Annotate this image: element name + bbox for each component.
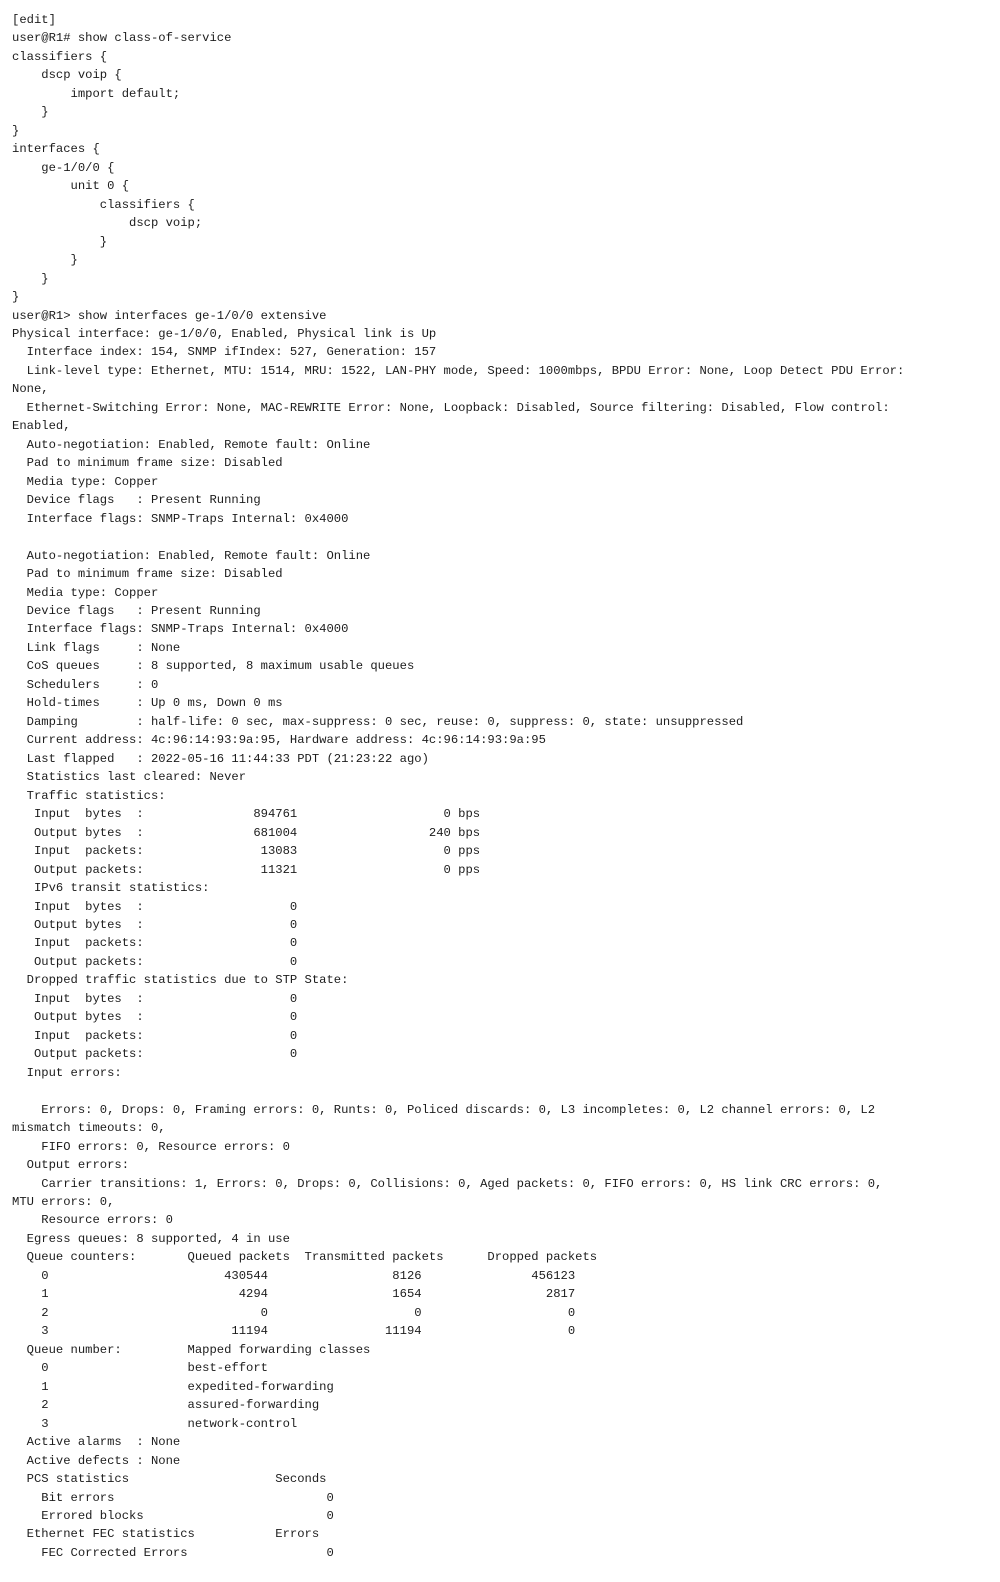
terminal-line: Input bytes : 894761 0 bps bbox=[12, 807, 481, 822]
terminal-line: Interface flags: SNMP-Traps Internal: 0x4000 bbox=[12, 622, 349, 637]
terminal-line: Last flapped : 2022-05-16 11:44:33 PDT (21:23:22 ago) bbox=[12, 751, 429, 766]
terminal-line: user@R1# show class-of-service bbox=[12, 31, 232, 46]
terminal-line: 3 network-control bbox=[12, 1416, 298, 1431]
terminal-line: Traffic statistics: bbox=[12, 788, 166, 803]
terminal-line: Pad to minimum frame size: Disabled bbox=[12, 567, 283, 582]
terminal-line: Input packets: 0 bbox=[12, 1028, 298, 1043]
terminal-line: 0 best-effort bbox=[12, 1361, 268, 1376]
terminal-line: } bbox=[12, 253, 78, 268]
terminal-line: unit 0 { bbox=[12, 179, 130, 194]
terminal-line: Device flags : Present Running bbox=[12, 493, 261, 508]
terminal-line: Output bytes : 0 bbox=[12, 917, 298, 932]
terminal-line: FIFO errors: 0, Resource errors: 0 bbox=[12, 1139, 290, 1154]
terminal-line: 2 assured-forwarding bbox=[12, 1398, 320, 1413]
terminal-line: Output errors: bbox=[12, 1158, 130, 1173]
terminal-line: Link-level type: Ethernet, MTU: 1514, MRU: 1522, LAN-PHY mode, Speed: 1000mbps, BPDU Error: None, Loop Detect PDU Error: bbox=[12, 363, 905, 378]
terminal-line: Input errors: bbox=[12, 1065, 122, 1080]
terminal-line: Bit errors 0 bbox=[12, 1490, 334, 1505]
terminal-line: [edit] bbox=[12, 13, 56, 27]
terminal-line: } bbox=[12, 123, 20, 138]
terminal-line: user@R1> show interfaces ge-1/0/0 extensive bbox=[12, 308, 327, 323]
terminal-line: 3 11194 11194 0 bbox=[12, 1324, 576, 1339]
terminal-output bbox=[12, 11, 992, 1562]
terminal-line: Physical interface: ge-1/0/0, Enabled, Physical link is Up bbox=[12, 326, 437, 341]
terminal-line: Active alarms : None bbox=[12, 1435, 181, 1450]
terminal-line: classifiers { bbox=[12, 49, 108, 64]
terminal-line: Egress queues: 8 supported, 4 in use bbox=[12, 1231, 290, 1246]
terminal-line: 2 0 0 0 bbox=[12, 1305, 576, 1320]
terminal-line: } bbox=[12, 234, 108, 249]
terminal-line: Media type: Copper bbox=[12, 474, 159, 489]
terminal-line: Media type: Copper bbox=[12, 585, 159, 600]
terminal-line: } bbox=[12, 271, 49, 286]
terminal-line: Statistics last cleared: Never bbox=[12, 770, 247, 785]
terminal-line: Interface flags: SNMP-Traps Internal: 0x4000 bbox=[12, 511, 349, 526]
terminal-line: Link flags : None bbox=[12, 640, 181, 655]
terminal-line: CoS queues : 8 supported, 8 maximum usable queues bbox=[12, 659, 415, 674]
terminal-line: Hold-times : Up 0 ms, Down 0 ms bbox=[12, 696, 283, 711]
terminal-line: Damping : half-life: 0 sec, max-suppress: 0 sec, reuse: 0, suppress: 0, state: unsuppressed bbox=[12, 714, 744, 729]
terminal-line: Input bytes : 0 bbox=[12, 899, 298, 914]
terminal-line: MTU errors: 0, bbox=[12, 1195, 115, 1209]
terminal-line: dscp voip; bbox=[12, 216, 203, 231]
terminal-line: Input bytes : 0 bbox=[12, 991, 298, 1006]
terminal-line: Carrier transitions: 1, Errors: 0, Drops: 0, Collisions: 0, Aged packets: 0, FIFO errors: 0, HS link CRC errors: 0, bbox=[12, 1176, 883, 1191]
terminal-line: import default; bbox=[12, 86, 181, 101]
terminal-line: Schedulers : 0 bbox=[12, 677, 159, 692]
terminal-line: FEC Corrected Errors 0 bbox=[12, 1545, 334, 1560]
terminal-line: 0 430544 8126 456123 bbox=[12, 1268, 576, 1283]
terminal-line: Queue counters: Queued packets Transmitted packets Dropped packets bbox=[12, 1250, 598, 1265]
terminal-line: Input packets: 13083 0 pps bbox=[12, 844, 481, 859]
terminal-line: 1 4294 1654 2817 bbox=[12, 1287, 576, 1302]
terminal-line: PCS statistics Seconds bbox=[12, 1472, 327, 1487]
terminal-line: Interface index: 154, SNMP ifIndex: 527, Generation: 157 bbox=[12, 345, 437, 360]
terminal-line: Pad to minimum frame size: Disabled bbox=[12, 456, 283, 471]
terminal-line: Output bytes : 0 bbox=[12, 1010, 298, 1025]
terminal-line: Output packets: 0 bbox=[12, 1047, 298, 1062]
terminal-line: Output packets: 11321 0 pps bbox=[12, 862, 481, 877]
terminal-line: Device flags : Present Running bbox=[12, 604, 261, 618]
terminal-line: Input packets: 0 bbox=[12, 936, 298, 951]
terminal-line: interfaces { bbox=[12, 142, 100, 157]
terminal-line: } bbox=[12, 290, 20, 305]
terminal-line: ge-1/0/0 { bbox=[12, 160, 115, 175]
terminal-line: Output bytes : 681004 240 bps bbox=[12, 825, 481, 840]
terminal-line bbox=[12, 528, 992, 546]
terminal-line: IPv6 transit statistics: bbox=[12, 881, 210, 896]
terminal-line: Queue number: Mapped forwarding classes bbox=[12, 1342, 371, 1357]
terminal-line: classifiers { bbox=[12, 197, 195, 212]
terminal-line: Ethernet-Switching Error: None, MAC-REWRITE Error: None, Loopback: Disabled, Source filtering: Disabled, Flow control: bbox=[12, 400, 890, 415]
terminal-line: } bbox=[12, 105, 49, 120]
terminal-line: Auto-negotiation: Enabled, Remote fault: Online bbox=[12, 437, 371, 452]
terminal-line: Output packets: 0 bbox=[12, 954, 298, 969]
terminal-line: Resource errors: 0 bbox=[12, 1213, 173, 1228]
terminal-line: dscp voip { bbox=[12, 68, 122, 83]
terminal-line: Current address: 4c:96:14:93:9a:95, Hardware address: 4c:96:14:93:9a:95 bbox=[12, 733, 546, 748]
terminal-line: Dropped traffic statistics due to STP State: bbox=[12, 973, 349, 988]
terminal-line bbox=[12, 1082, 992, 1100]
terminal-line: Auto-negotiation: Enabled, Remote fault: Online bbox=[12, 548, 371, 563]
terminal-line: 1 expedited-forwarding bbox=[12, 1379, 334, 1394]
terminal-line: Enabled, bbox=[12, 419, 71, 434]
terminal-line: None, bbox=[12, 382, 49, 397]
terminal-line: Errors: 0, Drops: 0, Framing errors: 0, Runts: 0, Policed discards: 0, L3 incompletes: 0, L2 channel errors: 0, L2 bbox=[12, 1102, 876, 1117]
terminal-line: Active defects : None bbox=[12, 1453, 181, 1468]
terminal-line: Ethernet FEC statistics Errors bbox=[12, 1527, 320, 1542]
terminal-line: mismatch timeouts: 0, bbox=[12, 1121, 166, 1136]
terminal-line: Errored blocks 0 bbox=[12, 1508, 334, 1523]
